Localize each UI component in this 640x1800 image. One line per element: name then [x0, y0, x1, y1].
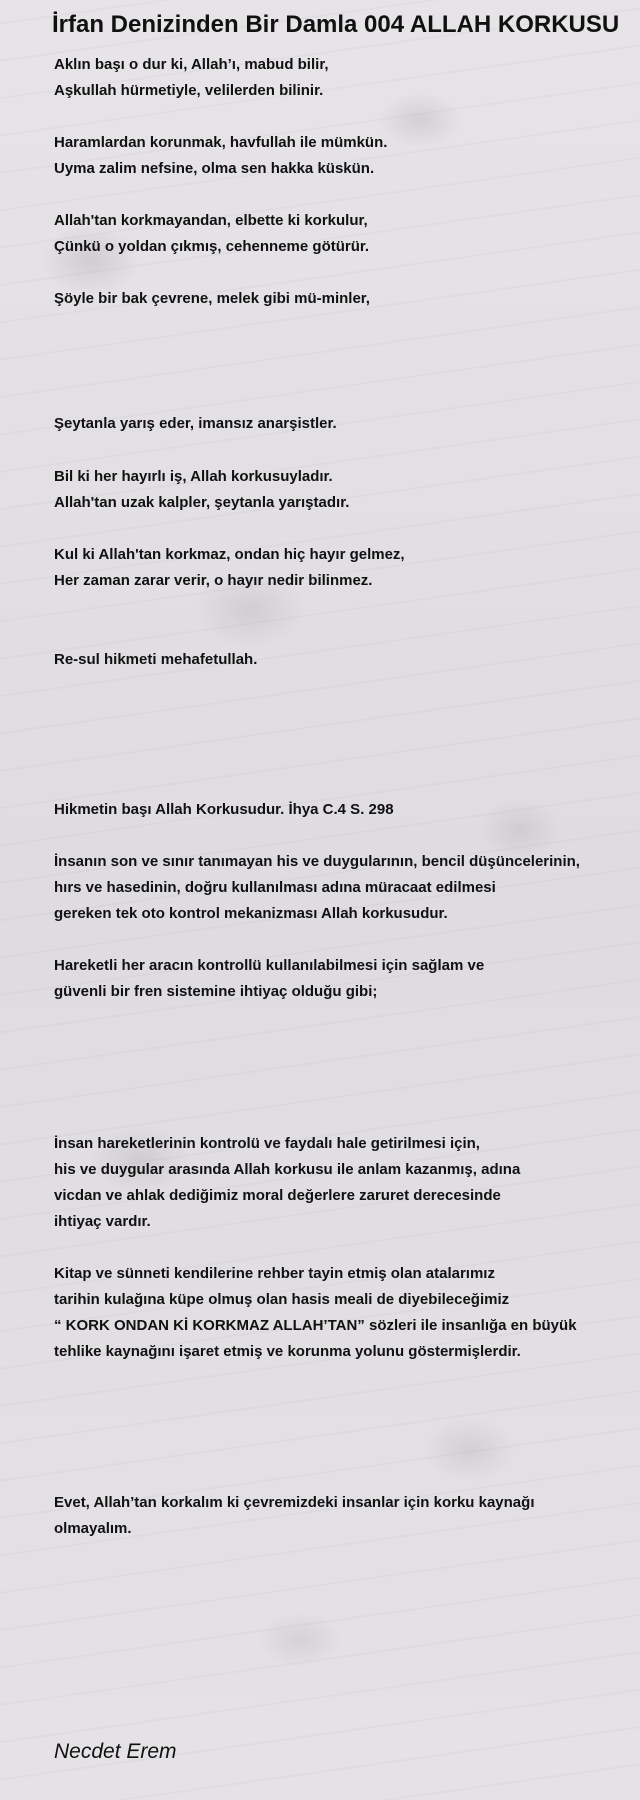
poem-stanza-5: [54, 411, 640, 437]
prose-paragraph-4: [54, 1261, 640, 1365]
poem-line: Evet, Allah’tan korkalım ki çevremizdeki insanlar için korku kaynağı: [54, 1494, 535, 1511]
poem-line: Çünkü o yoldan çıkmış, cehenneme götürür.: [54, 238, 370, 255]
poem-line: Re-sul hikmeti mehafetullah.: [54, 651, 258, 668]
poem-line: hırs ve hasedinin, doğru kullanılması adına müracaat edilmesi: [54, 879, 496, 896]
prose-paragraph-1: [54, 849, 640, 927]
poem-line: tarihin kulağına küpe olmuş olan hasis meali de diyebileceğimiz: [54, 1291, 510, 1308]
prose-paragraph-5: [54, 1490, 640, 1542]
poem-title: İrfan Denizinden Bir Damla 004 ALLAH KORKUSU: [52, 11, 620, 38]
poem-line: olmayalım.: [54, 1520, 132, 1537]
poem-line: Kul ki Allah'tan korkmaz, ondan hiç hayır gelmez,: [54, 546, 405, 563]
poem-line: Aşkullah hürmetiyle, velilerden bilinir.: [54, 82, 324, 99]
poem-line: Her zaman zarar verir, o hayır nedir bilinmez.: [54, 572, 373, 589]
author-name: Necdet Erem: [54, 1740, 177, 1763]
poem-line: İnsan hareketlerinin kontrolü ve faydalı hale getirilmesi için,: [54, 1135, 480, 1152]
poem-line: Aklın başı o dur ki, Allah’ı, mabud bilir,: [54, 56, 329, 73]
poem-stanza-2: [54, 130, 640, 182]
poem-line: Hikmetin başı Allah Korkusudur. İhya C.4 S. 298: [54, 801, 394, 818]
poem-line: Allah'tan uzak kalpler, şeytanla yarıştadır.: [54, 494, 350, 511]
poem-line: Allah'tan korkmayandan, elbette ki korkulur,: [54, 212, 368, 229]
poem-line: Kitap ve sünneti kendilerine rehber tayin etmiş olan atalarımız: [54, 1265, 495, 1282]
poem-stanza-7: [54, 542, 640, 594]
poem-line: Şeytanla yarış eder, imansız anarşistler.: [54, 415, 337, 432]
poem-line: güvenli bir fren sistemine ihtiyaç olduğu gibi;: [54, 983, 378, 1000]
poem-line: “ KORK ONDAN Kİ KORKMAZ ALLAH’TAN” sözleri ile insanlığa en büyük: [54, 1317, 577, 1334]
poem-line: ihtiyaç vardır.: [54, 1213, 151, 1230]
poem-line: Haramlardan korunmak, havfullah ile mümkün.: [54, 134, 388, 151]
poem-line: Bil ki her hayırlı iş, Allah korkusuyladır.: [54, 468, 333, 485]
poem-line: gereken tek oto kontrol mekanizması Allah korkusudur.: [54, 905, 448, 922]
poem-stanza-6: [54, 464, 640, 516]
poem-line: Uyma zalim nefsine, olma sen hakka küskün.: [54, 160, 375, 177]
poem-line: vicdan ve ahlak dediğimiz moral değerlere zaruret derecesinde: [54, 1187, 501, 1204]
poem-line: his ve duygular arasında Allah korkusu ile anlam kazanmış, adına: [54, 1161, 521, 1178]
poem-line: İnsanın son ve sınır tanımayan his ve duygularının, bencil düşüncelerinin,: [54, 853, 580, 870]
poem-stanza-1: [54, 52, 640, 104]
poem-stanza-8: [54, 647, 640, 673]
poem-stanza-3: [54, 208, 640, 260]
prose-reference: [54, 797, 640, 823]
poem-line: Şöyle bir bak çevrene, melek gibi mü-minler,: [54, 290, 370, 307]
poem-line: Hareketli her aracın kontrollü kullanılabilmesi için sağlam ve: [54, 957, 485, 974]
prose-paragraph-2: [54, 953, 640, 1005]
prose-paragraph-3: [54, 1131, 640, 1235]
poem-stanza-4: [54, 286, 640, 312]
poem-line: tehlike kaynağını işaret etmiş ve korunma yolunu göstermişlerdir.: [54, 1343, 521, 1360]
